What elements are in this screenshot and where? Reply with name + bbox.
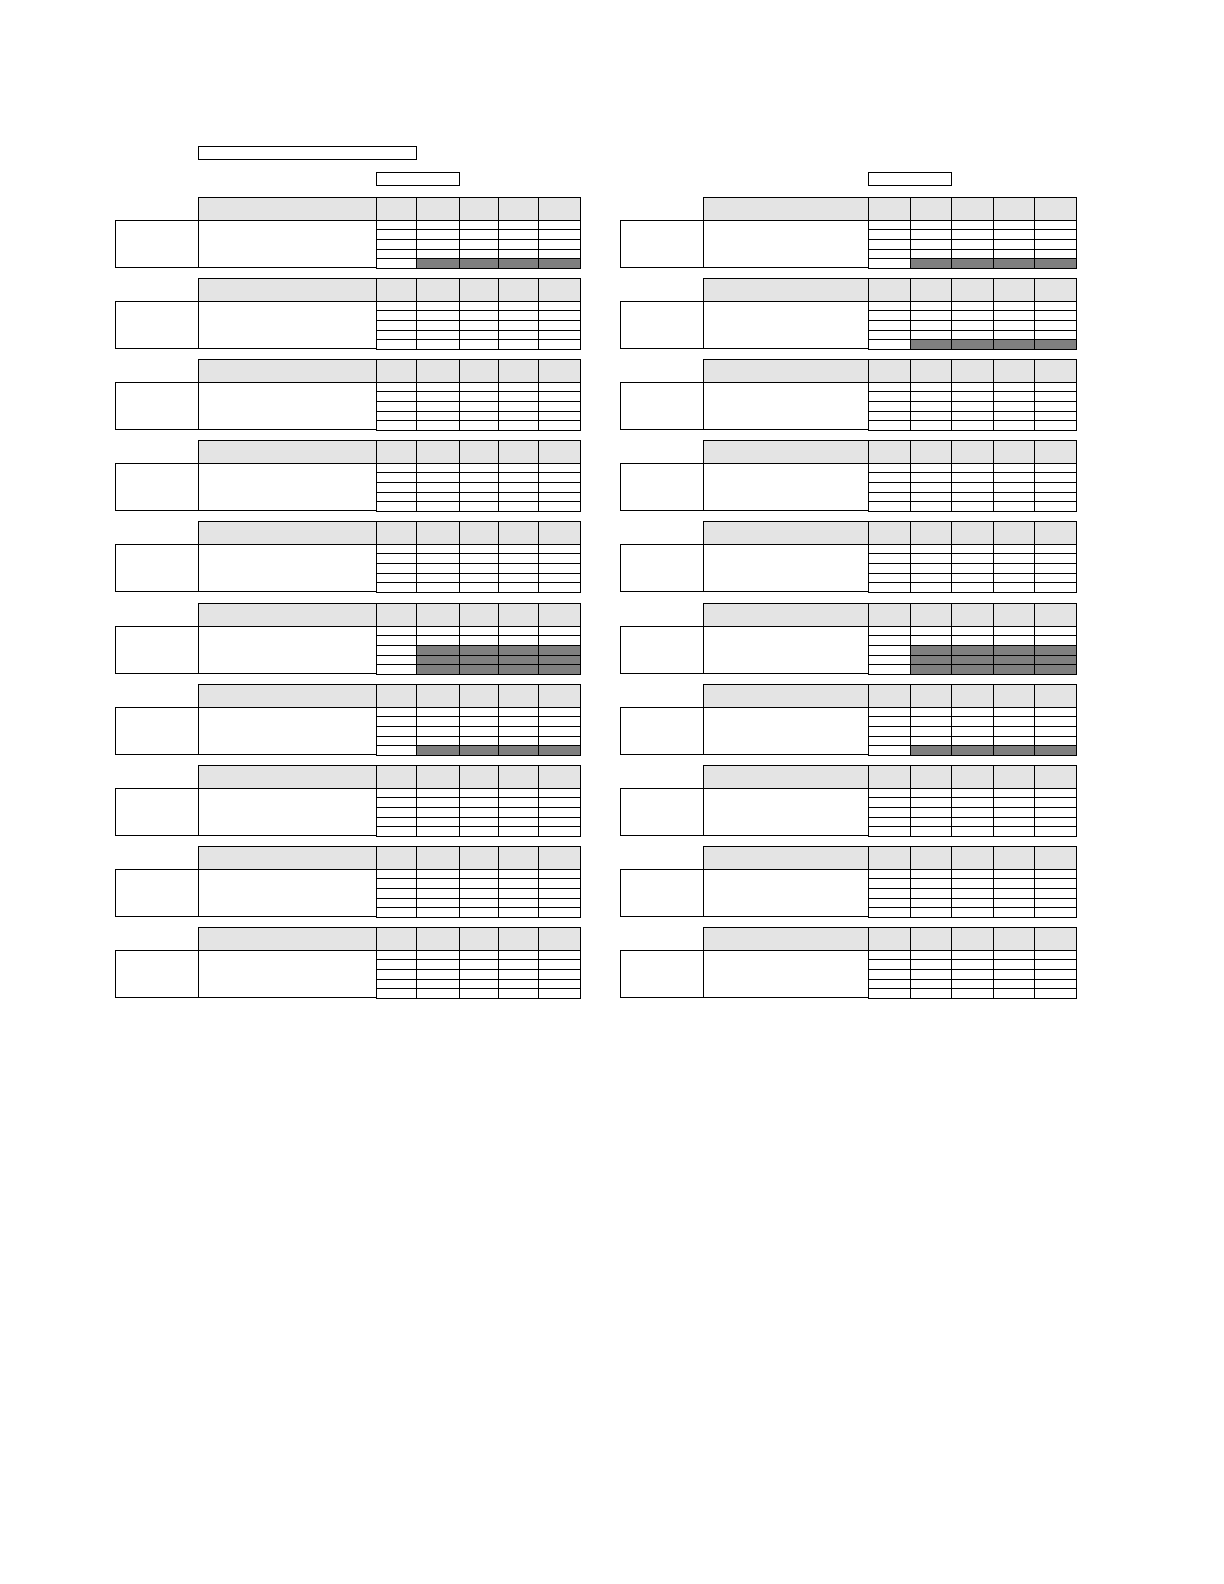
block-header-col-1 — [376, 927, 417, 951]
block-header-col-3 — [951, 359, 994, 383]
entry-cell[interactable] — [538, 988, 581, 999]
block-header-col-2 — [416, 278, 460, 302]
block-header-col-1 — [376, 197, 417, 221]
entry-cell[interactable] — [951, 582, 994, 593]
entry-cell[interactable] — [498, 988, 539, 999]
block-header-col-4 — [498, 359, 539, 383]
shaded-cell — [498, 258, 539, 269]
entry-cell[interactable] — [1034, 988, 1077, 999]
entry-cell[interactable] — [1034, 582, 1077, 593]
entry-cell[interactable] — [951, 420, 994, 431]
block-header-col-3 — [459, 359, 499, 383]
block-header-col-5 — [538, 603, 581, 627]
block-header-col-4 — [498, 684, 539, 708]
block-header-col-4 — [993, 440, 1035, 464]
entry-cell[interactable] — [459, 988, 499, 999]
block-header-label — [198, 521, 377, 545]
block-header-col-5 — [1034, 927, 1077, 951]
block-header-col-4 — [993, 846, 1035, 870]
block-header-col-4 — [498, 846, 539, 870]
block-header-col-1 — [868, 440, 911, 464]
block-header-col-5 — [538, 521, 581, 545]
block-description-field[interactable] — [703, 626, 869, 674]
block-header-col-5 — [538, 278, 581, 302]
entry-cell[interactable] — [993, 420, 1035, 431]
block-header-col-5 — [1034, 846, 1077, 870]
block-name-field[interactable] — [115, 626, 199, 674]
entry-cell[interactable] — [951, 826, 994, 837]
shaded-cell — [951, 664, 994, 675]
block-description-field[interactable] — [703, 301, 869, 349]
shaded-cell — [910, 258, 952, 269]
entry-cell[interactable] — [376, 745, 417, 756]
block-description-field[interactable] — [703, 382, 869, 430]
block-header-col-2 — [416, 927, 460, 951]
shaded-cell — [993, 339, 1035, 350]
block-name-field[interactable] — [115, 544, 199, 592]
entry-cell[interactable] — [498, 582, 539, 593]
block-header-label — [198, 846, 377, 870]
block-name-field[interactable] — [620, 707, 704, 755]
entry-cell[interactable] — [538, 582, 581, 593]
entry-cell[interactable] — [868, 582, 911, 593]
block-header-col-4 — [993, 359, 1035, 383]
shaded-cell — [1034, 339, 1077, 350]
block-header-col-1 — [376, 846, 417, 870]
block-name-field[interactable] — [620, 788, 704, 836]
block-description-field[interactable] — [198, 869, 377, 917]
entry-cell[interactable] — [538, 420, 581, 431]
block-header-col-5 — [538, 927, 581, 951]
entry-cell[interactable] — [1034, 907, 1077, 918]
block-header-col-3 — [459, 927, 499, 951]
block-header-label — [703, 684, 869, 708]
shaded-cell — [951, 745, 994, 756]
block-header-col-1 — [376, 440, 417, 464]
entry-cell[interactable] — [868, 988, 911, 999]
block-name-field[interactable] — [620, 220, 704, 268]
block-header-label — [198, 684, 377, 708]
block-header-col-3 — [459, 197, 499, 221]
column-left-field[interactable] — [376, 172, 460, 186]
entry-cell[interactable] — [993, 501, 1035, 512]
entry-cell[interactable] — [376, 582, 417, 593]
shaded-cell — [951, 339, 994, 350]
block-header-col-2 — [910, 440, 952, 464]
entry-cell[interactable] — [993, 988, 1035, 999]
shaded-cell — [910, 339, 952, 350]
block-header-col-5 — [1034, 359, 1077, 383]
block-header-col-4 — [993, 927, 1035, 951]
block-header-col-3 — [951, 440, 994, 464]
shaded-cell — [1034, 745, 1077, 756]
entry-cell[interactable] — [376, 988, 417, 999]
block-header-col-1 — [376, 684, 417, 708]
block-name-field[interactable] — [620, 382, 704, 430]
block-header-col-3 — [459, 440, 499, 464]
block-header-col-5 — [538, 846, 581, 870]
entry-cell[interactable] — [868, 664, 911, 675]
block-header-col-2 — [910, 278, 952, 302]
shaded-cell — [459, 258, 499, 269]
block-name-field[interactable] — [115, 869, 199, 917]
shaded-cell — [459, 745, 499, 756]
block-header-col-5 — [1034, 278, 1077, 302]
shaded-cell — [498, 745, 539, 756]
block-header-col-5 — [538, 765, 581, 789]
entry-cell[interactable] — [498, 420, 539, 431]
block-header-col-2 — [910, 603, 952, 627]
block-header-col-1 — [868, 603, 911, 627]
block-header-col-3 — [459, 765, 499, 789]
block-header-col-1 — [868, 278, 911, 302]
block-description-field[interactable] — [198, 301, 377, 349]
entry-cell[interactable] — [910, 907, 952, 918]
block-header-col-2 — [910, 521, 952, 545]
block-header-label — [703, 603, 869, 627]
block-description-field[interactable] — [703, 950, 869, 998]
block-header-col-4 — [498, 927, 539, 951]
shaded-cell — [910, 745, 952, 756]
block-header-col-2 — [910, 197, 952, 221]
block-name-field[interactable] — [115, 707, 199, 755]
block-description-field[interactable] — [198, 626, 377, 674]
entry-cell[interactable] — [416, 582, 460, 593]
block-header-col-1 — [376, 603, 417, 627]
entry-cell[interactable] — [416, 826, 460, 837]
block-header-col-5 — [1034, 603, 1077, 627]
block-header-col-4 — [993, 603, 1035, 627]
entry-cell[interactable] — [459, 826, 499, 837]
block-header-label — [198, 603, 377, 627]
shaded-cell — [498, 664, 539, 675]
block-header-col-4 — [498, 521, 539, 545]
block-header-col-3 — [951, 521, 994, 545]
block-name-field[interactable] — [620, 626, 704, 674]
shaded-cell — [1034, 664, 1077, 675]
block-header-col-2 — [416, 684, 460, 708]
block-header-label — [198, 359, 377, 383]
entry-cell[interactable] — [868, 420, 911, 431]
entry-cell[interactable] — [376, 258, 417, 269]
entry-cell[interactable] — [868, 501, 911, 512]
block-description-field[interactable] — [703, 869, 869, 917]
entry-cell[interactable] — [993, 826, 1035, 837]
entry-cell[interactable] — [498, 501, 539, 512]
shaded-cell — [910, 664, 952, 675]
block-description-field[interactable] — [198, 544, 377, 592]
column-right-field[interactable] — [868, 172, 952, 186]
block-header-col-3 — [459, 521, 499, 545]
block-header-col-5 — [538, 197, 581, 221]
block-header-col-1 — [868, 521, 911, 545]
entry-cell[interactable] — [498, 339, 539, 350]
shaded-cell — [538, 258, 581, 269]
block-header-col-1 — [868, 197, 911, 221]
block-header-col-3 — [459, 603, 499, 627]
shaded-cell — [993, 745, 1035, 756]
block-header-col-2 — [910, 684, 952, 708]
block-header-col-5 — [538, 684, 581, 708]
block-header-label — [198, 440, 377, 464]
entry-cell[interactable] — [1034, 501, 1077, 512]
block-header-col-1 — [868, 846, 911, 870]
block-header-col-2 — [416, 603, 460, 627]
entry-cell[interactable] — [910, 582, 952, 593]
entry-cell[interactable] — [376, 664, 417, 675]
shaded-cell — [416, 258, 460, 269]
block-header-col-1 — [376, 521, 417, 545]
entry-cell[interactable] — [498, 907, 539, 918]
block-header-label — [703, 927, 869, 951]
entry-cell[interactable] — [538, 501, 581, 512]
block-header-col-5 — [1034, 521, 1077, 545]
block-name-field[interactable] — [620, 869, 704, 917]
block-header-col-5 — [1034, 197, 1077, 221]
block-header-col-5 — [538, 440, 581, 464]
entry-cell[interactable] — [910, 501, 952, 512]
entry-cell[interactable] — [416, 501, 460, 512]
block-header-col-4 — [993, 278, 1035, 302]
block-header-col-3 — [459, 684, 499, 708]
block-header-col-1 — [868, 359, 911, 383]
block-header-col-4 — [993, 765, 1035, 789]
block-header-col-1 — [376, 278, 417, 302]
block-header-label — [198, 278, 377, 302]
block-header-col-5 — [1034, 440, 1077, 464]
shaded-cell — [416, 664, 460, 675]
shaded-cell — [459, 664, 499, 675]
block-header-col-3 — [951, 765, 994, 789]
entry-cell[interactable] — [376, 826, 417, 837]
title-field[interactable] — [198, 146, 417, 160]
block-header-label — [703, 359, 869, 383]
entry-cell[interactable] — [459, 339, 499, 350]
block-header-col-4 — [993, 684, 1035, 708]
block-description-field[interactable] — [198, 788, 377, 836]
block-header-col-2 — [416, 359, 460, 383]
block-header-label — [703, 278, 869, 302]
block-header-label — [198, 197, 377, 221]
block-header-col-2 — [416, 197, 460, 221]
block-header-col-2 — [910, 927, 952, 951]
shaded-cell — [993, 664, 1035, 675]
entry-cell[interactable] — [910, 988, 952, 999]
block-name-field[interactable] — [620, 950, 704, 998]
block-header-label — [703, 197, 869, 221]
block-name-field[interactable] — [115, 382, 199, 430]
entry-cell[interactable] — [538, 907, 581, 918]
block-header-col-3 — [951, 846, 994, 870]
block-header-label — [703, 765, 869, 789]
block-header-label — [703, 846, 869, 870]
shaded-cell — [416, 745, 460, 756]
block-name-field[interactable] — [620, 463, 704, 511]
block-name-field[interactable] — [115, 220, 199, 268]
block-description-field[interactable] — [198, 950, 377, 998]
block-description-field[interactable] — [703, 463, 869, 511]
entry-cell[interactable] — [868, 907, 911, 918]
block-description-field[interactable] — [703, 788, 869, 836]
entry-cell[interactable] — [459, 907, 499, 918]
block-description-field[interactable] — [198, 707, 377, 755]
block-name-field[interactable] — [620, 301, 704, 349]
shaded-cell — [993, 258, 1035, 269]
block-header-col-3 — [951, 278, 994, 302]
entry-cell[interactable] — [1034, 826, 1077, 837]
block-header-col-4 — [498, 278, 539, 302]
block-header-col-2 — [910, 846, 952, 870]
block-header-label — [703, 440, 869, 464]
block-header-col-2 — [416, 765, 460, 789]
entry-cell[interactable] — [868, 258, 911, 269]
entry-cell[interactable] — [868, 339, 911, 350]
block-header-label — [198, 765, 377, 789]
block-header-label — [703, 521, 869, 545]
shaded-cell — [1034, 258, 1077, 269]
block-header-col-3 — [459, 846, 499, 870]
block-name-field[interactable] — [115, 788, 199, 836]
block-header-label — [198, 927, 377, 951]
block-description-field[interactable] — [703, 220, 869, 268]
block-description-field[interactable] — [198, 382, 377, 430]
block-header-col-4 — [993, 197, 1035, 221]
block-header-col-1 — [868, 765, 911, 789]
entry-cell[interactable] — [868, 745, 911, 756]
block-header-col-2 — [910, 765, 952, 789]
entry-cell[interactable] — [951, 907, 994, 918]
shaded-cell — [538, 664, 581, 675]
block-header-col-3 — [951, 927, 994, 951]
block-header-col-1 — [376, 765, 417, 789]
block-name-field[interactable] — [620, 544, 704, 592]
entry-cell[interactable] — [376, 420, 417, 431]
entry-cell[interactable] — [376, 501, 417, 512]
entry-cell[interactable] — [910, 420, 952, 431]
block-header-col-5 — [538, 359, 581, 383]
entry-cell[interactable] — [416, 420, 460, 431]
entry-cell[interactable] — [416, 339, 460, 350]
block-description-field[interactable] — [703, 544, 869, 592]
entry-cell[interactable] — [459, 501, 499, 512]
block-header-col-2 — [416, 521, 460, 545]
block-header-col-2 — [910, 359, 952, 383]
entry-cell[interactable] — [993, 907, 1035, 918]
entry-cell[interactable] — [951, 988, 994, 999]
entry-cell[interactable] — [416, 988, 460, 999]
block-header-col-3 — [951, 197, 994, 221]
block-header-col-3 — [951, 603, 994, 627]
entry-cell[interactable] — [1034, 420, 1077, 431]
entry-cell[interactable] — [459, 582, 499, 593]
block-header-col-5 — [1034, 684, 1077, 708]
entry-cell[interactable] — [993, 582, 1035, 593]
entry-cell[interactable] — [538, 826, 581, 837]
block-header-col-1 — [376, 359, 417, 383]
block-name-field[interactable] — [115, 463, 199, 511]
block-description-field[interactable] — [703, 707, 869, 755]
entry-cell[interactable] — [498, 826, 539, 837]
block-header-col-3 — [951, 684, 994, 708]
block-header-col-1 — [868, 684, 911, 708]
block-header-col-4 — [993, 521, 1035, 545]
shaded-cell — [538, 745, 581, 756]
block-header-col-4 — [498, 765, 539, 789]
block-header-col-2 — [416, 846, 460, 870]
block-header-col-5 — [1034, 765, 1077, 789]
block-name-field[interactable] — [115, 950, 199, 998]
entry-cell[interactable] — [376, 339, 417, 350]
block-header-col-4 — [498, 603, 539, 627]
entry-cell[interactable] — [416, 907, 460, 918]
block-header-col-3 — [459, 278, 499, 302]
entry-cell[interactable] — [951, 501, 994, 512]
block-header-col-1 — [868, 927, 911, 951]
block-description-field[interactable] — [198, 220, 377, 268]
entry-cell[interactable] — [538, 339, 581, 350]
entry-cell[interactable] — [376, 907, 417, 918]
block-description-field[interactable] — [198, 463, 377, 511]
block-header-col-4 — [498, 440, 539, 464]
entry-cell[interactable] — [910, 826, 952, 837]
block-name-field[interactable] — [115, 301, 199, 349]
entry-cell[interactable] — [868, 826, 911, 837]
shaded-cell — [951, 258, 994, 269]
block-header-col-4 — [498, 197, 539, 221]
block-header-col-2 — [416, 440, 460, 464]
entry-cell[interactable] — [459, 420, 499, 431]
